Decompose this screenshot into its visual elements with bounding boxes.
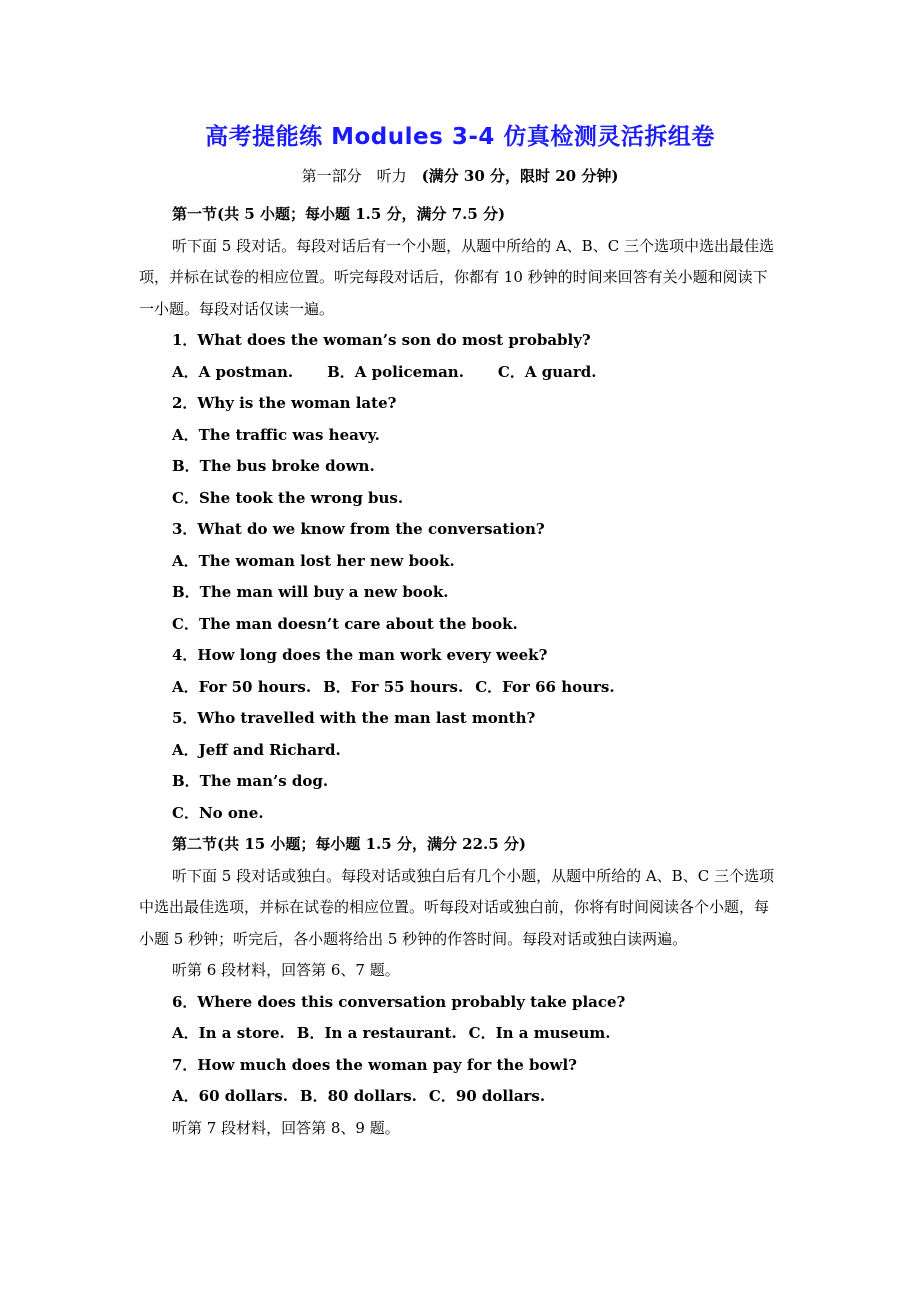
option-c: C．In a museum.	[468, 1024, 611, 1042]
option-a: A．The traffic was heavy.	[172, 425, 380, 444]
option-b: B．The bus broke down.	[172, 457, 375, 475]
section1-heading: 第一节(共 5 小题；每小题 1.5 分，满分 7.5 分)	[172, 205, 506, 223]
option-b: B．A policeman.	[327, 362, 464, 381]
section1-instructions: 听下面 5 段对话。每段对话后有一个小题，从题中所给的 A、B、C 三个选项中选出最佳选项，并标在试卷的相应位置。听完每段对话后，你都有 10 秒钟的时间来回答有关小题和阅读下一小题。每段对话仅读一遍。	[139, 236, 774, 318]
question-2-stem: 2．Why is the woman late?	[172, 394, 397, 412]
option-a: A．The woman lost her new book.	[172, 551, 455, 570]
section2-instructions: 听下面 5 段对话或独白。每段对话或独白后有几个小题，从题中所给的 A、B、C 三个选项中选出最佳选项，并标在试卷的相应位置。听每段对话或独白前，你将有时间阅读各个小题，每小题 5 秒钟；听完后，各小题将给出 5 秒钟的作答时间。每段对话或独白读两遍。	[139, 866, 774, 948]
option-b: B．80 dollars.	[299, 1087, 417, 1105]
option-a: A．For 50 hours.	[172, 677, 312, 696]
question-4-stem: 4．How long does the man work every week?	[172, 646, 548, 664]
option-c: C．No one.	[172, 803, 264, 822]
option-b: B．The man will buy a new book.	[172, 583, 449, 601]
option-c: C．A guard.	[497, 362, 597, 381]
part-heading	[0, 165, 920, 186]
option-b: B．In a restaurant.	[296, 1024, 457, 1042]
option-a: A．A postman.	[172, 362, 294, 381]
option-b: B．The man’s dog.	[172, 772, 329, 790]
option-c: C．She took the wrong bus.	[172, 488, 404, 507]
question-6-options	[139, 1018, 782, 1050]
question-5-stem: 5．Who travelled with the man last month?	[172, 709, 536, 727]
part-label: 第一部分 听力	[301, 167, 422, 185]
part-score: (满分 30 分，限时 20 分钟)	[421, 167, 619, 185]
question-1-options	[139, 357, 782, 389]
exam-body	[139, 199, 782, 1144]
question-7-stem: 7．How much does the woman pay for the bowl?	[172, 1055, 577, 1074]
question-1-stem: 1．What does the woman’s son do most probably?	[172, 331, 591, 349]
question-7-options	[139, 1081, 782, 1113]
page-title: 高考提能练 Modules 3-4 仿真检测灵活拆组卷	[205, 124, 715, 150]
question-6-stem: 6．Where does this conversation probably take place?	[172, 992, 626, 1011]
section2-heading: 第二节(共 15 小题；每小题 1.5 分，满分 22.5 分)	[172, 835, 527, 853]
option-c: C．For 66 hours.	[475, 677, 615, 696]
option-a: A．In a store.	[172, 1024, 285, 1042]
question-4-options	[139, 672, 782, 704]
option-a: A．60 dollars.	[172, 1087, 288, 1105]
option-a: A．Jeff and Richard.	[172, 740, 341, 759]
option-c: C．The man doesn’t care about the book.	[172, 614, 518, 633]
material-6-note: 听第 6 段材料，回答第 6、7 题。	[172, 961, 400, 979]
option-b: B．For 55 hours.	[323, 677, 464, 696]
option-c: C．90 dollars.	[428, 1087, 546, 1105]
question-3-stem: 3．What do we know from the conversation?	[172, 520, 545, 538]
material-7-note: 听第 7 段材料，回答第 8、9 题。	[172, 1118, 400, 1137]
